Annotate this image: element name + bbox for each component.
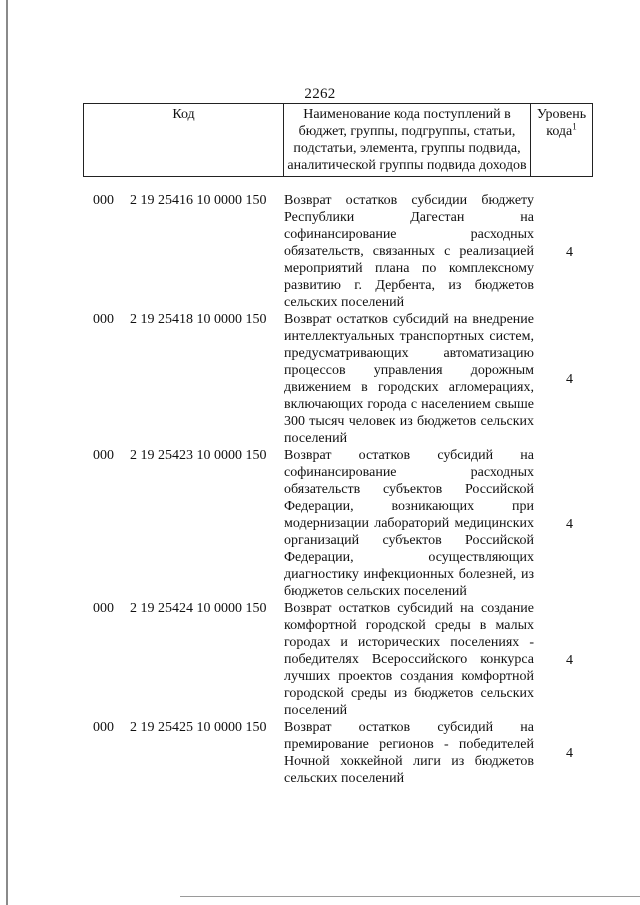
admin-code: 000 bbox=[93, 312, 114, 327]
revenue-code: 2 19 25424 10 0000 150 bbox=[130, 601, 267, 616]
code-level: 4 bbox=[566, 372, 573, 387]
header-level-footnote: 1 bbox=[572, 121, 577, 132]
page-number: 2262 bbox=[304, 86, 336, 102]
header-code: Код bbox=[84, 104, 284, 177]
admin-code: 000 bbox=[93, 193, 114, 208]
revenue-code: 2 19 25425 10 0000 150 bbox=[130, 720, 267, 735]
table-header bbox=[83, 103, 593, 177]
table-row bbox=[0, 600, 640, 719]
header-name: Наименование кода поступлений в бюджет, группы, подгруппы, статьи, подстатьи, элемента, группы подвида, аналитической группы подвида доходов bbox=[284, 104, 531, 177]
revenue-description: Возврат остатков субсидий на создание комфортной городской среды в малых городах и исторических поселениях - победителях Всероссийского конкурса лучших проектов создания комфортной городской среды из бюджетов сельских поселений bbox=[284, 601, 534, 718]
revenue-code-list bbox=[0, 192, 640, 787]
table-row bbox=[0, 447, 640, 600]
revenue-code: 2 19 25416 10 0000 150 bbox=[130, 193, 267, 208]
revenue-description: Возврат остатков субсидий на софинансирование расходных обязательств субъектов Российской Федерации, возникающих при модернизации лабораторий медицинских организаций субъектов Российской Федерации, осуществляющих диагностику инфекционных болезней, из бюджетов сельских поселений bbox=[284, 448, 534, 599]
page-edge-bottom bbox=[180, 896, 640, 897]
admin-code: 000 bbox=[93, 601, 114, 616]
revenue-code: 2 19 25423 10 0000 150 bbox=[130, 448, 267, 463]
admin-code: 000 bbox=[93, 448, 114, 463]
code-level: 4 bbox=[566, 653, 573, 668]
header-level bbox=[531, 104, 593, 177]
revenue-description: Возврат остатков субсидий на премирование регионов - победителей Ночной хоккейной лиги из бюджетов сельских поселений bbox=[284, 720, 534, 786]
table-row bbox=[0, 719, 640, 787]
code-level: 4 bbox=[566, 517, 573, 532]
header-level-label: Уровень кода bbox=[536, 107, 587, 139]
table-row bbox=[0, 311, 640, 447]
admin-code: 000 bbox=[93, 720, 114, 735]
revenue-code: 2 19 25418 10 0000 150 bbox=[130, 312, 267, 327]
revenue-description: Возврат остатков субсидии бюджету Республики Дагестан на софинансирование расходных обязательств, связанных с реализацией мероприятий плана по комплексному развитию г. Дербента, из бюджетов сельских поселений bbox=[284, 193, 534, 310]
code-level: 4 bbox=[566, 245, 573, 260]
code-level: 4 bbox=[566, 746, 573, 761]
revenue-description: Возврат остатков субсидий на внедрение интеллектуальных транспортных систем, предусматривающих автоматизацию процессов управления дорожным движением в городских агломерациях, включающих города с населением свыше 300 тысяч человек из бюджетов сельских поселений bbox=[284, 312, 534, 446]
table-row bbox=[0, 192, 640, 311]
